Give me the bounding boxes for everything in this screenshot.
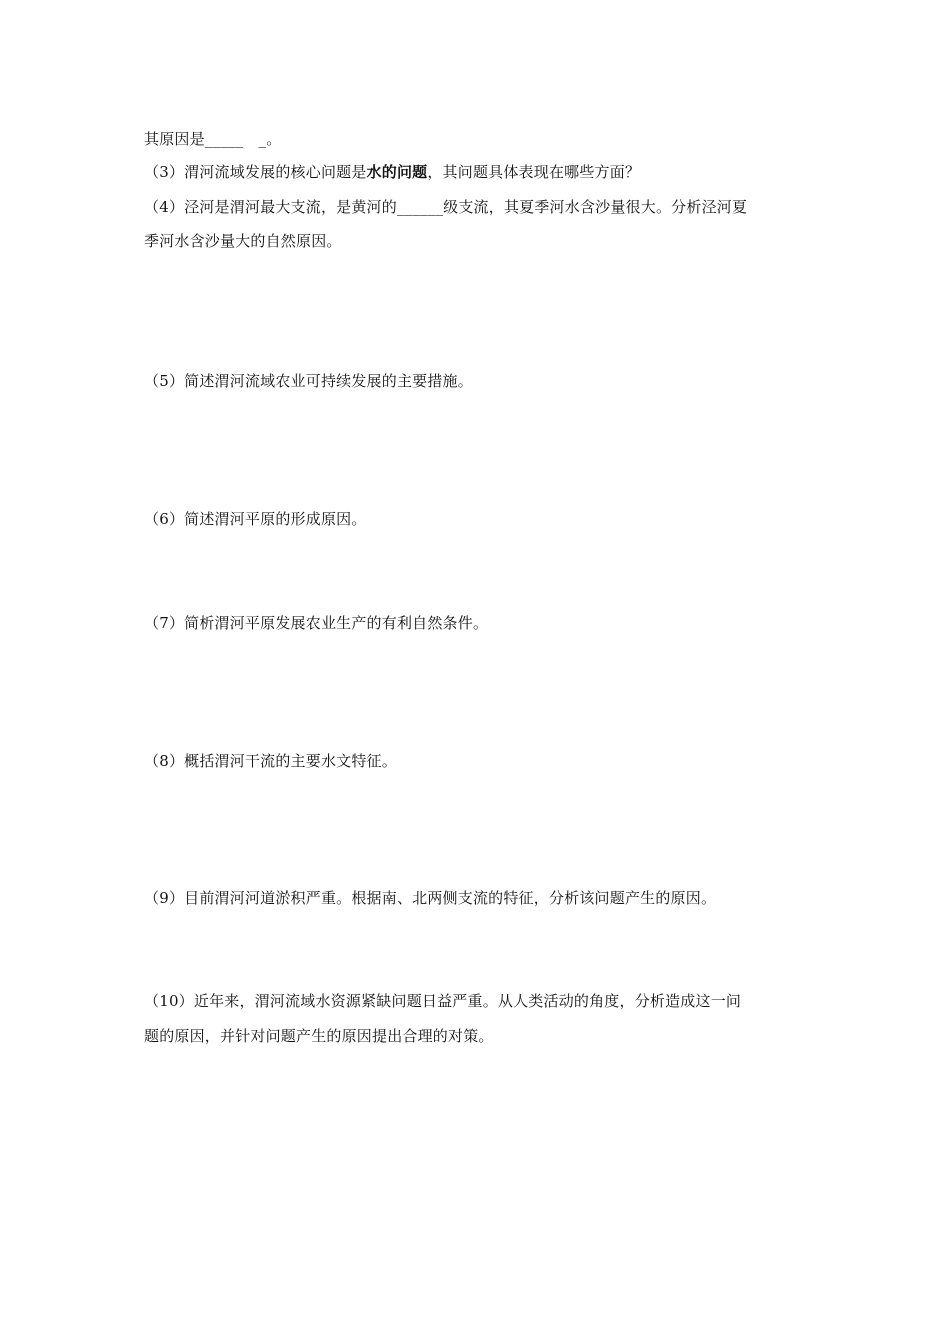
question-8: （8）概括渭河干流的主要水文特征。 <box>144 752 397 770</box>
cause-fill-line: 其原因是_____ _。 <box>144 130 282 148</box>
question-3-emphasis: 水的问题 <box>366 163 428 181</box>
question-9: （9）目前渭河河道淤积严重。根据南、北两侧支流的特征，分析该问题产生的原因。 <box>144 889 717 907</box>
question-4-line-2: 季河水含沙量大的自然原因。 <box>144 232 342 250</box>
question-3 <box>144 161 824 183</box>
question-4-line-1: （4）泾河是渭河最大支流，是黄河的______级支流，其夏季河水含沙量很大。分析泾河夏 <box>144 198 748 216</box>
question-3-prefix: （3）渭河流域发展的核心问题是 <box>144 163 367 181</box>
question-7: （7）简析渭河平原发展农业生产的有利自然条件。 <box>144 614 489 632</box>
question-6: （6）简述渭河平原的形成原因。 <box>144 510 367 528</box>
question-3-suffix: ，其问题具体表现在哪些方面？ <box>427 163 641 181</box>
question-10-line-1: （10）近年来，渭河流域水资源紧缺问题日益严重。从人类活动的角度，分析造成这一问 <box>144 992 742 1010</box>
question-10-line-2: 题的原因，并针对问题产生的原因提出合理的对策。 <box>144 1027 494 1045</box>
question-5: （5）简述渭河流域农业可持续发展的主要措施。 <box>144 372 473 390</box>
